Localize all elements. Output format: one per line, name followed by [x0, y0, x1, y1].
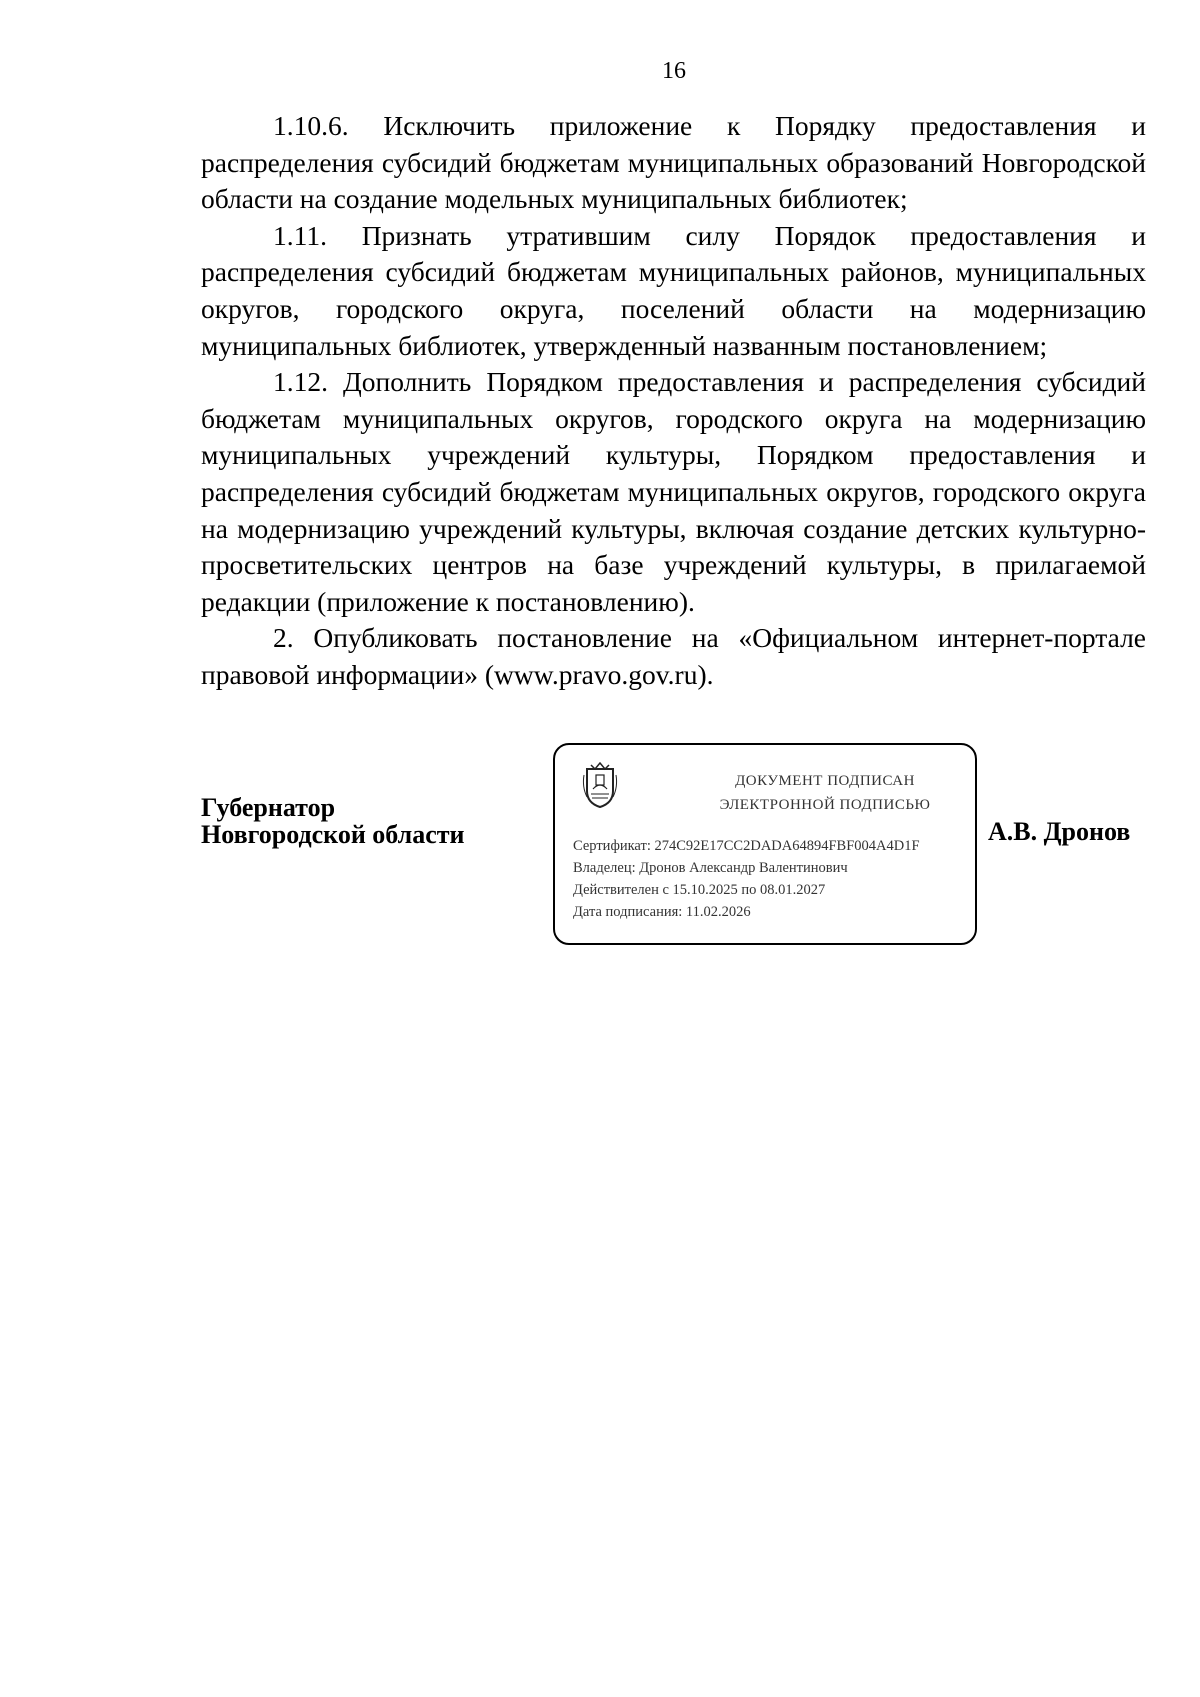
- paragraph-1-10-6: 1.10.6. Исключить приложение к Порядку предоставления и распределения субсидий бюджетам муниципальных образований Новгородской области на создание модельных муниципальных библиотек;: [201, 110, 1146, 215]
- paragraph-1-12: 1.12. Дополнить Порядком предоставления и распределения субсидий бюджетам муниципальных округов, городского округа на модернизацию муниципальных учреждений культуры, Порядком предоставления и распределения субсидий бюджетам муниципальных округов, городского округа на модернизацию учреждений культуры, включая создание детских культурно-просветительских центров на базе учреждений культуры, в прилагаемой редакции (приложение к постановлению).: [201, 366, 1146, 617]
- stamp-header-line2: ЭЛЕКТРОННОЙ ПОДПИСЬЮ: [719, 797, 931, 813]
- paragraph-2: 2. Опубликовать постановление на «Официальном интернет-портале правовой информации» (www.pravo.gov.ru).: [201, 622, 1146, 690]
- stamp-signed-date: Дата подписания: 11.02.2026: [573, 904, 751, 920]
- signer-title: [201, 794, 465, 848]
- document-body: [201, 108, 1146, 694]
- stamp-validity: Действителен с 15.10.2025 по 08.01.2027: [573, 882, 826, 898]
- stamp-header: [675, 769, 975, 817]
- signer-title-line1: Губернатор: [201, 793, 336, 822]
- stamp-certificate: Сертификат: 274C92E17CC2DADA64894FBF004A4D1F: [573, 838, 920, 854]
- paragraph-1-11: 1.11. Признать утратившим силу Порядок предоставления и распределения субсидий бюджетам муниципальных районов, муниципальных округов, городского округа, поселений области на модернизацию муниципальных библиотек, утвержденный названным постановлением;: [201, 219, 1146, 361]
- stamp-header-line1: ДОКУМЕНТ ПОДПИСАН: [735, 773, 915, 789]
- coat-of-arms-icon: [581, 761, 619, 809]
- signer-name: А.В. Дронов: [988, 817, 1131, 846]
- electronic-signature-stamp: [553, 743, 977, 945]
- stamp-details: [573, 835, 920, 923]
- page-number: 16: [662, 58, 686, 84]
- stamp-owner: Владелец: Дронов Александр Валентинович: [573, 860, 848, 876]
- signer-title-line2: Новгородской области: [201, 820, 465, 849]
